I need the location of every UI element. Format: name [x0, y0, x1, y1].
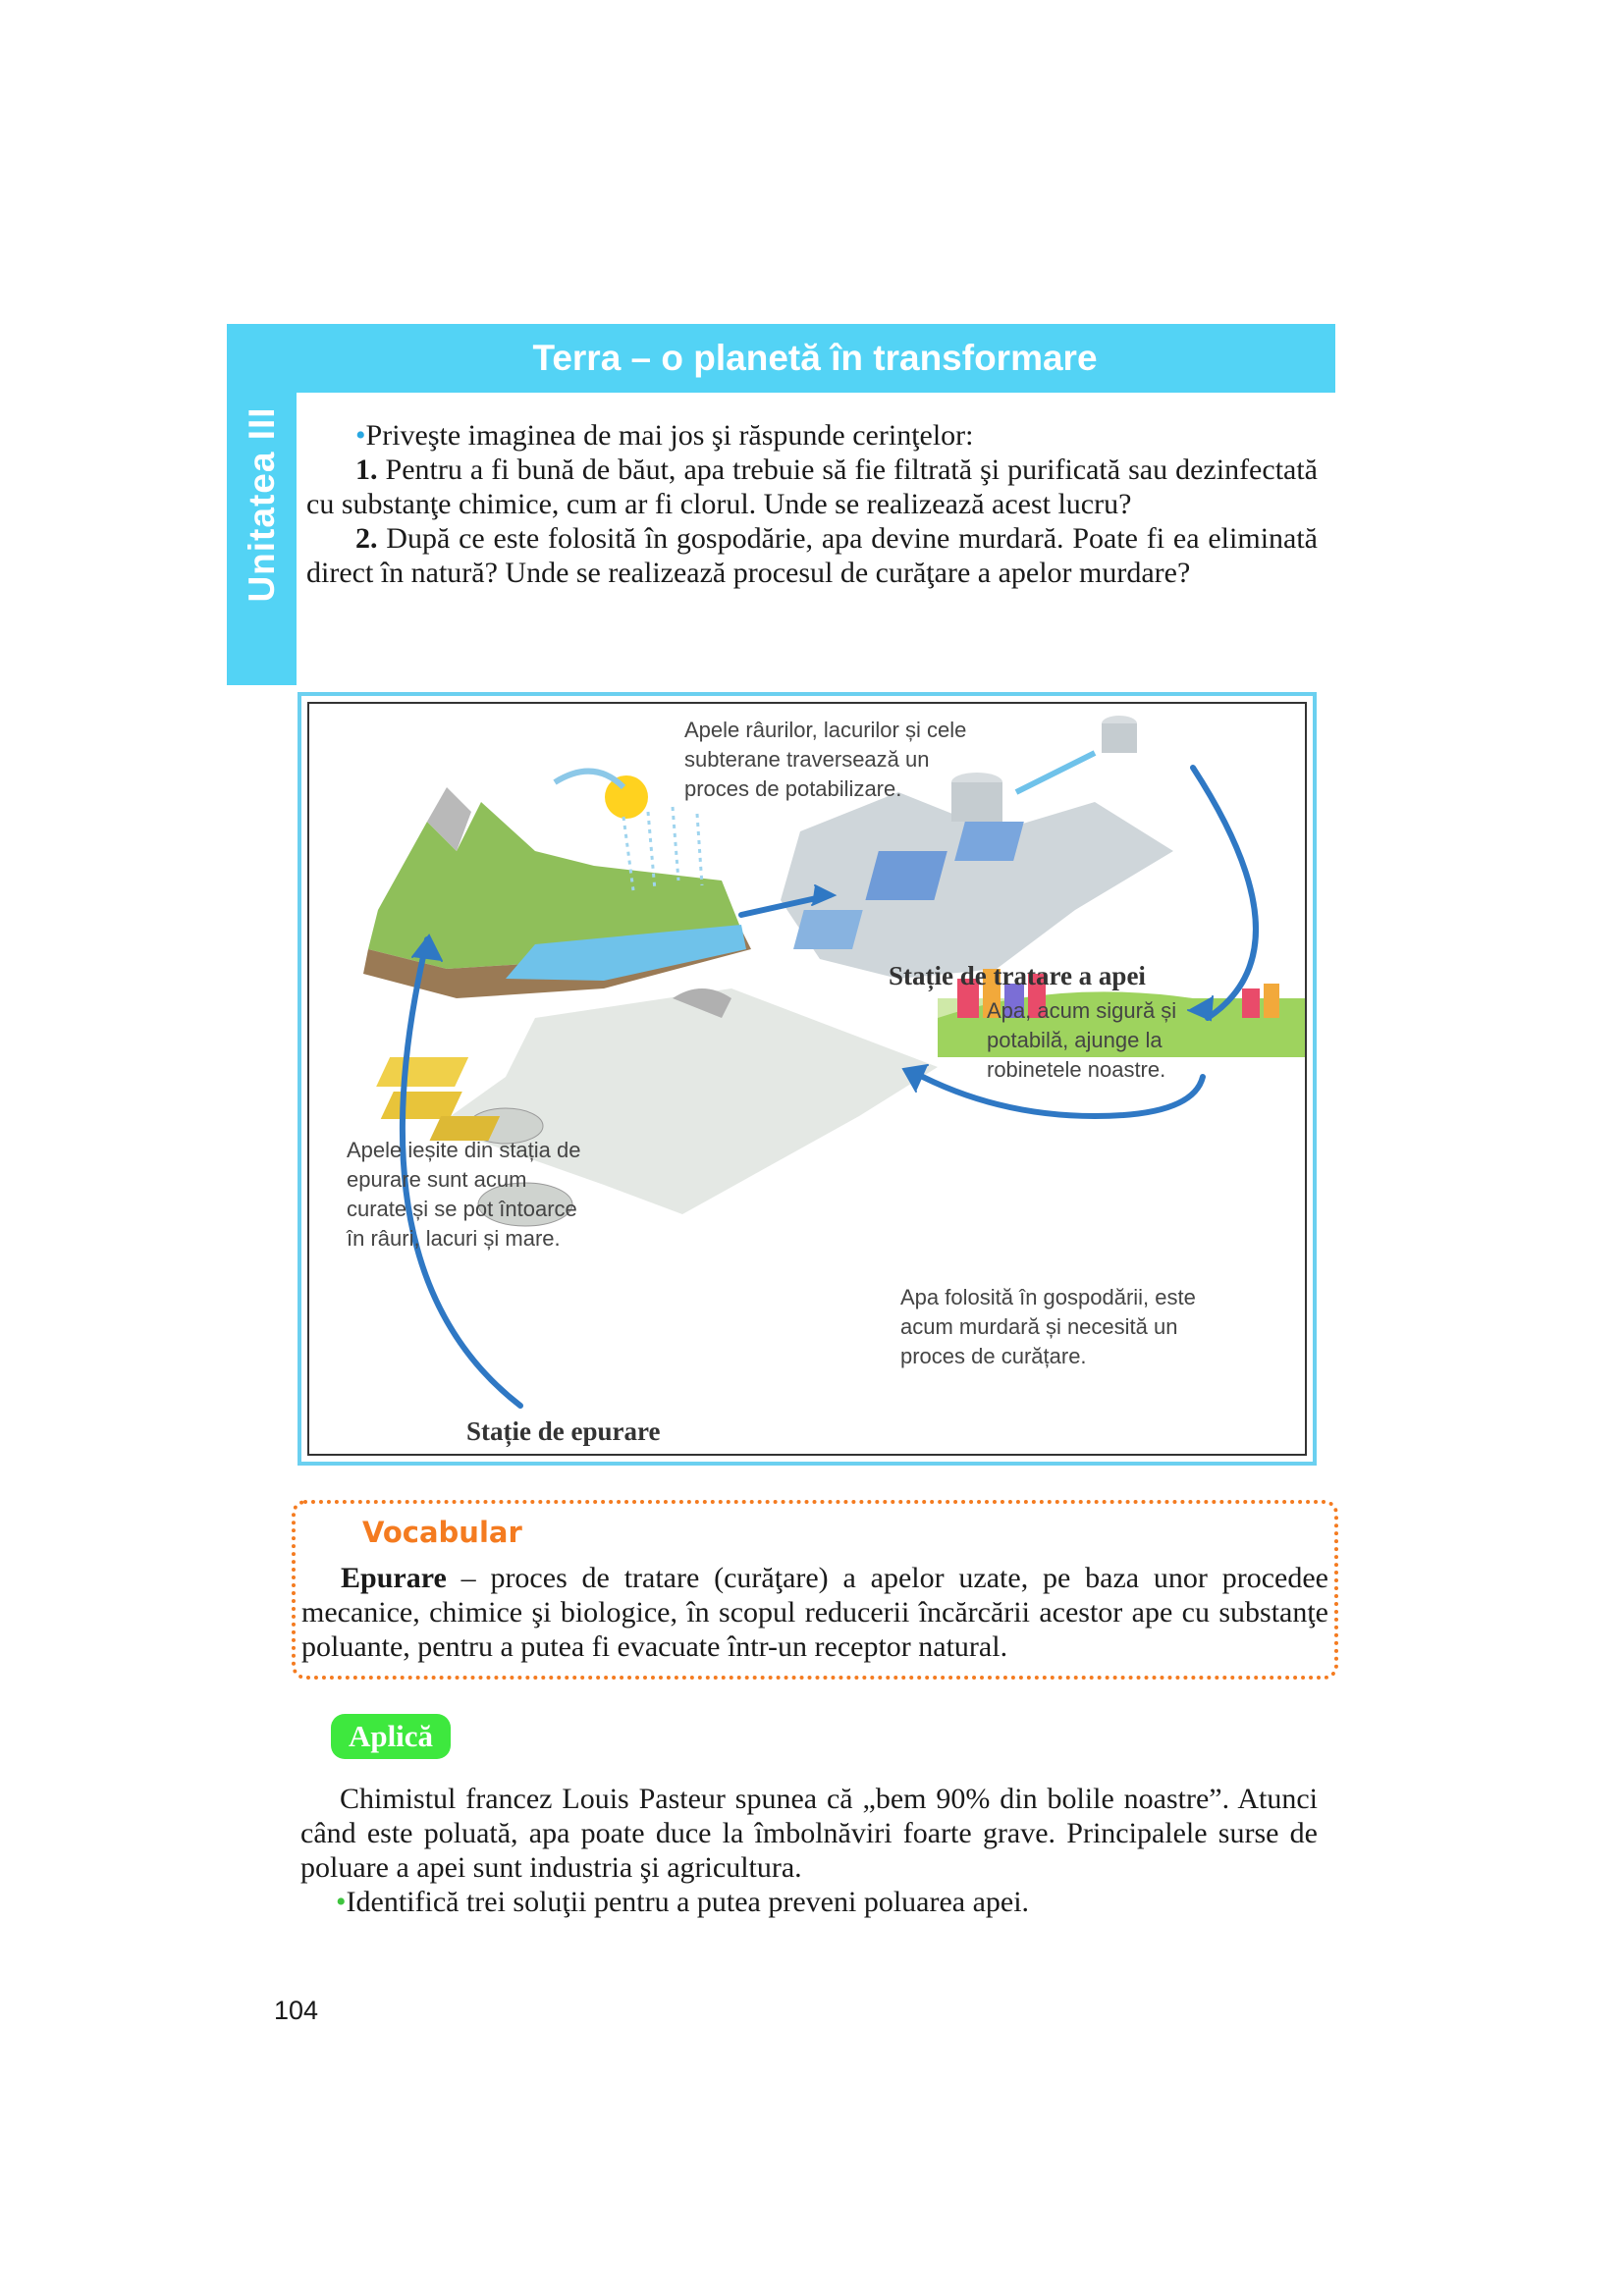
- arrow-to-town: [1193, 768, 1256, 1018]
- label-ape-iesite: Apele ieșite din stația de epurare sunt acum curate și se pot întoarce în râuri, lacuri și mare.: [347, 1138, 581, 1251]
- vocabulary-definition-text: – proces de tratare (curăţare) a apelor uzate, pe baza unor procedee mecanice, chimice şi biologice, în scopul reducerii încărcării acestor ape cu substanţe poluante, pentru a putea fi evacuate într-un receptor natural.: [301, 1562, 1328, 1663]
- bullet-icon: •: [336, 1886, 347, 1918]
- apply-paragraph-text: Chimistul francez Louis Pasteur spunea că „bem 90% din bolile noastre”. Atunci când este poluată, apa poate duce la îmbolnăviri foarte grave. Principalele surse de poluare a apei sunt industria şi agricultura.: [300, 1783, 1318, 1884]
- question-1: [306, 453, 1318, 521]
- chapter-title: Terra – o planetă în transformare: [295, 324, 1335, 393]
- vocabulary-term: Epurare: [341, 1562, 447, 1594]
- question-1-text: Pentru a fi bună de băut, apa trebuie să fie filtrată şi purificată sau dezinfectată cu substanţe chimice, cum ar fi clorul. Unde se realizează acest lucru?: [306, 454, 1318, 520]
- label-gospodarii: Apa folosită în gospodării, este acum murdară și necesită un proces de curățare.: [900, 1285, 1196, 1368]
- apply-task: [300, 1885, 1318, 1919]
- intro-lead: [306, 418, 1318, 453]
- question-2: [306, 521, 1318, 590]
- unit-side-tab: [227, 324, 297, 685]
- title-statie-epurare: Stație de epurare: [466, 1416, 661, 1446]
- question-2-text: După ce este folosită în gospodărie, apa devine murdară. Poate fi ea eliminată direct în natură? Unde se realizează procesul de curăţare a apelor murdare?: [306, 522, 1318, 589]
- intro-questions: [306, 418, 1318, 590]
- unit-label: Unitatea III: [241, 406, 282, 603]
- label-tratare: Apa, acum sigură și potabilă, ajunge la robinetele noastre.: [987, 998, 1177, 1082]
- water-cycle-diagram: [298, 692, 1317, 1466]
- apply-task-text: Identifică trei soluţii pentru a putea preveni poluarea apei.: [346, 1886, 1030, 1918]
- apply-paragraph: [300, 1782, 1318, 1885]
- title-statie-tratare: Stație de tratare a apei: [889, 961, 1146, 990]
- vocabulary-title: Vocabular: [362, 1516, 522, 1549]
- intro-lead-text: Priveşte imaginea de mai jos şi răspunde cerinţelor:: [365, 419, 974, 452]
- vocabulary-definition: [301, 1561, 1328, 1664]
- apply-section: [300, 1782, 1318, 1919]
- question-1-number: 1.: [355, 454, 378, 486]
- diagram-canvas: [307, 702, 1307, 1456]
- vocabulary-box: [292, 1500, 1338, 1680]
- label-potabilizare: Apele râurilor, lacurilor și cele subterane traversează un proces de potabilizare.: [684, 718, 967, 801]
- page-number: 104: [274, 1996, 319, 2025]
- question-2-number: 2.: [355, 522, 378, 555]
- sun-icon: [555, 772, 648, 819]
- bullet-icon: •: [355, 419, 366, 452]
- apply-badge: Aplică: [331, 1714, 451, 1759]
